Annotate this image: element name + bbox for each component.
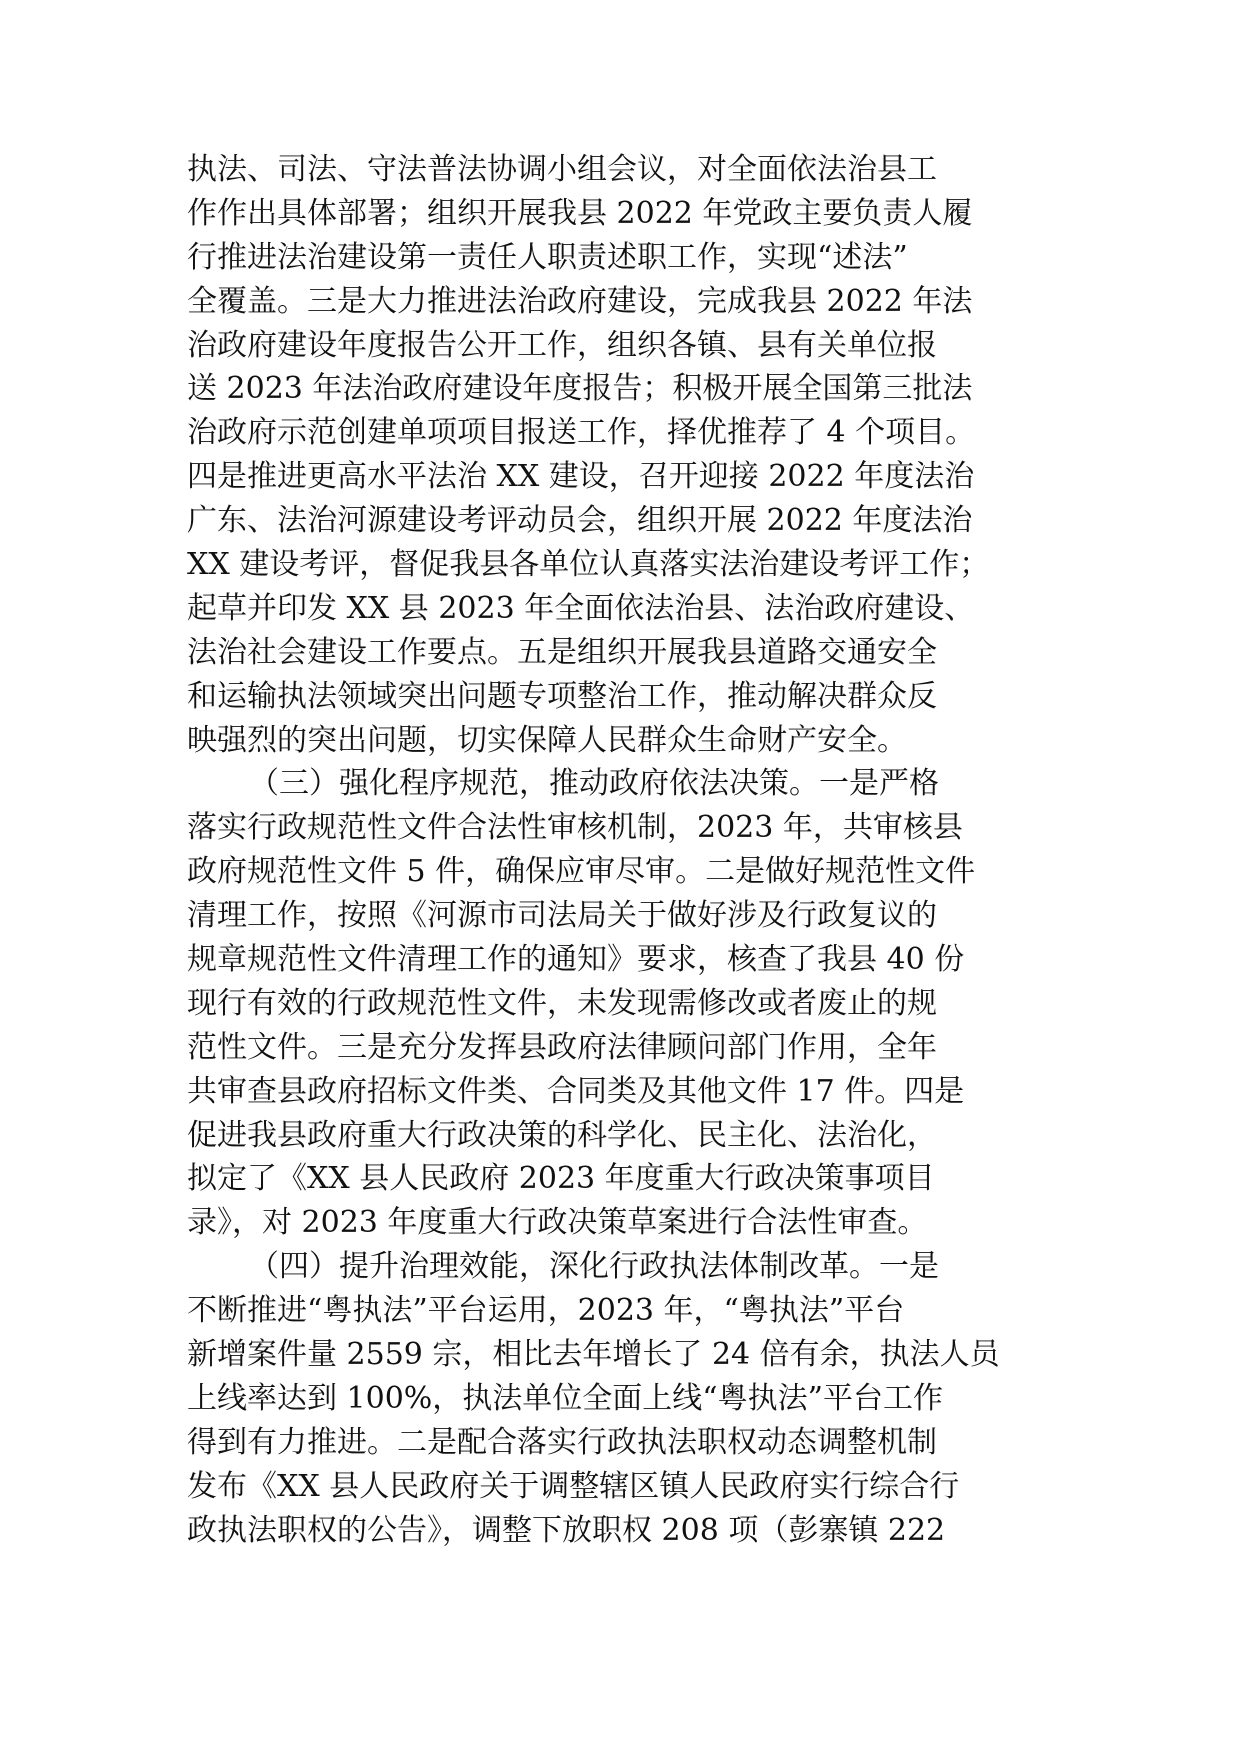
text-line-8: 四是推进更高水平法治 XX 建设，召开迎接 2022 年度法治 (187, 459, 975, 495)
text-line-23: 促进我县政府重大行政决策的科学化、民主化、法治化， (187, 1117, 937, 1153)
text-line-11: 起草并印发 XX 县 2023 年全面依法治县、法治政府建设、 (187, 590, 975, 626)
text-line-16: 落实行政规范性文件合法性审核机制，2023 年，共审核县 (187, 810, 963, 846)
text-line-4: 全覆盖。三是大力推进法治政府建设，完成我县 2022 年法 (187, 283, 973, 319)
section-heading-3: （三）强化程序规范，推动政府依法决策。一是严格 (249, 766, 939, 802)
text-line-17: 政府规范性文件 5 件，确保应审尽审。二是做好规范性文件 (187, 854, 976, 890)
text-line-18: 清理工作，按照《河源市司法局关于做好涉及行政复议的 (187, 898, 937, 934)
text-line-24: 拟定了《XX 县人民政府 2023 年度重大行政决策事项目 (187, 1161, 935, 1197)
text-line-10: XX 建设考评，督促我县各单位认真落实法治建设考评工作； (187, 547, 990, 583)
text-line-9: 广东、法治河源建设考评动员会，组织开展 2022 年度法治 (187, 503, 973, 539)
text-line-6: 送 2023 年法治政府建设年度报告；积极开展全国第三批法 (187, 371, 973, 407)
section-heading-4: （四）提升治理效能，深化行政执法体制改革。一是 (249, 1249, 939, 1285)
text-line-27: 不断推进“粤执法”平台运用，2023 年，“粤执法”平台 (187, 1293, 905, 1329)
text-line-29: 上线率达到 100%，执法单位全面上线“粤执法”平台工作 (187, 1380, 943, 1416)
text-line-19: 规章规范性文件清理工作的通知》要求，核查了我县 40 份 (187, 942, 965, 978)
text-line-1: 执法、司法、守法普法协调小组会议，对全面依法治县工 (187, 152, 937, 187)
text-line-2: 作作出具体部署；组织开展我县 2022 年党政主要负责人履 (187, 195, 973, 231)
text-line-7: 治政府示范创建单项项目报送工作，择优推荐了 4 个项目。 (187, 415, 976, 451)
text-line-25: 录》，对 2023 年度重大行政决策草案进行合法性审查。 (187, 1205, 928, 1241)
text-line-21: 范性文件。三是充分发挥县政府法律顾问部门作用，全年 (187, 1029, 937, 1065)
text-line-22: 共审查县政府招标文件类、合同类及其他文件 17 件。四是 (187, 1073, 965, 1109)
text-line-32: 政执法职权的公告》，调整下放职权 208 项（彭寨镇 222 (187, 1512, 946, 1548)
text-line-5: 治政府建设年度报告公开工作，组织各镇、县有关单位报 (187, 327, 937, 363)
body-text (187, 148, 1067, 1553)
text-line-30: 得到有力推进。二是配合落实行政执法职权动态调整机制 (187, 1424, 937, 1460)
text-line-3: 行推进法治建设第一责任人职责述职工作，实现“述法” (187, 239, 908, 275)
text-line-28: 新增案件量 2559 宗，相比去年增长了 24 倍有余，执法人员 (187, 1337, 1000, 1373)
text-line-12: 法治社会建设工作要点。五是组织开展我县道路交通安全 (187, 634, 937, 670)
text-line-20: 现行有效的行政规范性文件，未发现需修改或者废止的规 (187, 985, 937, 1021)
text-line-31: 发布《XX 县人民政府关于调整辖区镇人民政府实行综合行 (187, 1468, 960, 1504)
text-line-13: 和运输执法领域突出问题专项整治工作，推动解决群众反 (187, 678, 937, 714)
text-line-14: 映强烈的突出问题，切实保障人民群众生命财产安全。 (187, 722, 907, 758)
